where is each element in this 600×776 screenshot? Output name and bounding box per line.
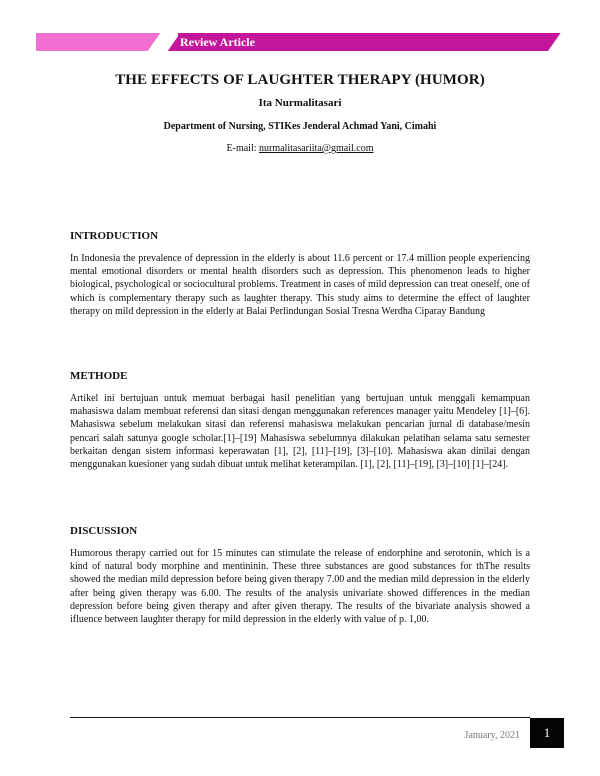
email-line (0, 143, 600, 154)
email-link[interactable]: nurmalitasariita@gmail.com (259, 143, 374, 154)
paper-title: THE EFFECTS OF LAUGHTER THERAPY (HUMOR) (115, 72, 485, 88)
page-number: 1 (530, 718, 564, 748)
header-banner (0, 33, 548, 51)
section-heading: METHODE (70, 370, 128, 382)
section-heading: DISCUSSION (70, 525, 138, 537)
paper-affiliation: Department of Nursing, STIKes Jenderal Achmad Yani, Cimahi (163, 121, 437, 132)
footer-date: January, 2021 (464, 730, 520, 741)
footer-rule (70, 717, 530, 718)
section-introduction (70, 230, 530, 318)
paper-author: Ita Nurmalitasari (258, 97, 342, 109)
section-body: In Indonesia the prevalence of depression in the elderly is about 11.6 percent or 17.4 million people experiencing mental emotional disorders or mental health disorders such as depression. This phenomenon leads to higher biological, psychological or sociocultural problems. Treatment in cases of mild depression can treat oneself, one of which is complementary therapy such as laughter therapy. This study aims to determine the effect of laughter therapy on mild depression in the elderly at Balai Perlindungan Sosial Tresna Werdha Ciparay Bandung (70, 253, 530, 317)
section-discussion (70, 525, 530, 626)
article-type-label: Review Article (180, 35, 255, 49)
section-body: Humorous therapy carried out for 15 minutes can stimulate the release of endorphine and serotonin, which is a kind of natural body morphine and mentininin. These three substances are good substances for thThe results showed the median mild depression before being given therapy 7.00 and the median mild depression in the elderly after being given therapy was 6.00. The results of the analysis univariate showed differences in the median depression before being given therapy and after given therapy. The results of the bivariate analysis showed a ifluence between laughter therapy for mild depression in the elderly with value of p. 1,00. (70, 548, 530, 626)
section-heading: INTRODUCTION (70, 230, 159, 242)
section-methode (70, 370, 530, 471)
section-body: Artikel ini bertujuan untuk memuat berbagai hasil penelitian yang bertujuan untuk menggali kemampuan mahasiswa dalam membuat referensi dan sitasi dengan menggunakan references manager yaitu Mendeley [1]–[6]. Mahasiswa sebelum melakukan sitasi dan referensi mahasiswa melakukan pencarian jurnal di database/mesin pencari salah satunya google scholar.[1]–[19] Mahasiswa sebelumnya dilakukan pelatihan selama satu semester berkaitan dengan sistem informasi keperawatan [1], [2], [11]–[19], [3]–[10]. Mahasiswa akan dinilai dengan menggunakan kuesioner yang sudah dibuat untuk melihat keterampilan. [1], [2], [11]–[19], [3]–[10] [1]–[24]. (70, 393, 530, 471)
email-prefix: E-mail: (226, 143, 260, 154)
